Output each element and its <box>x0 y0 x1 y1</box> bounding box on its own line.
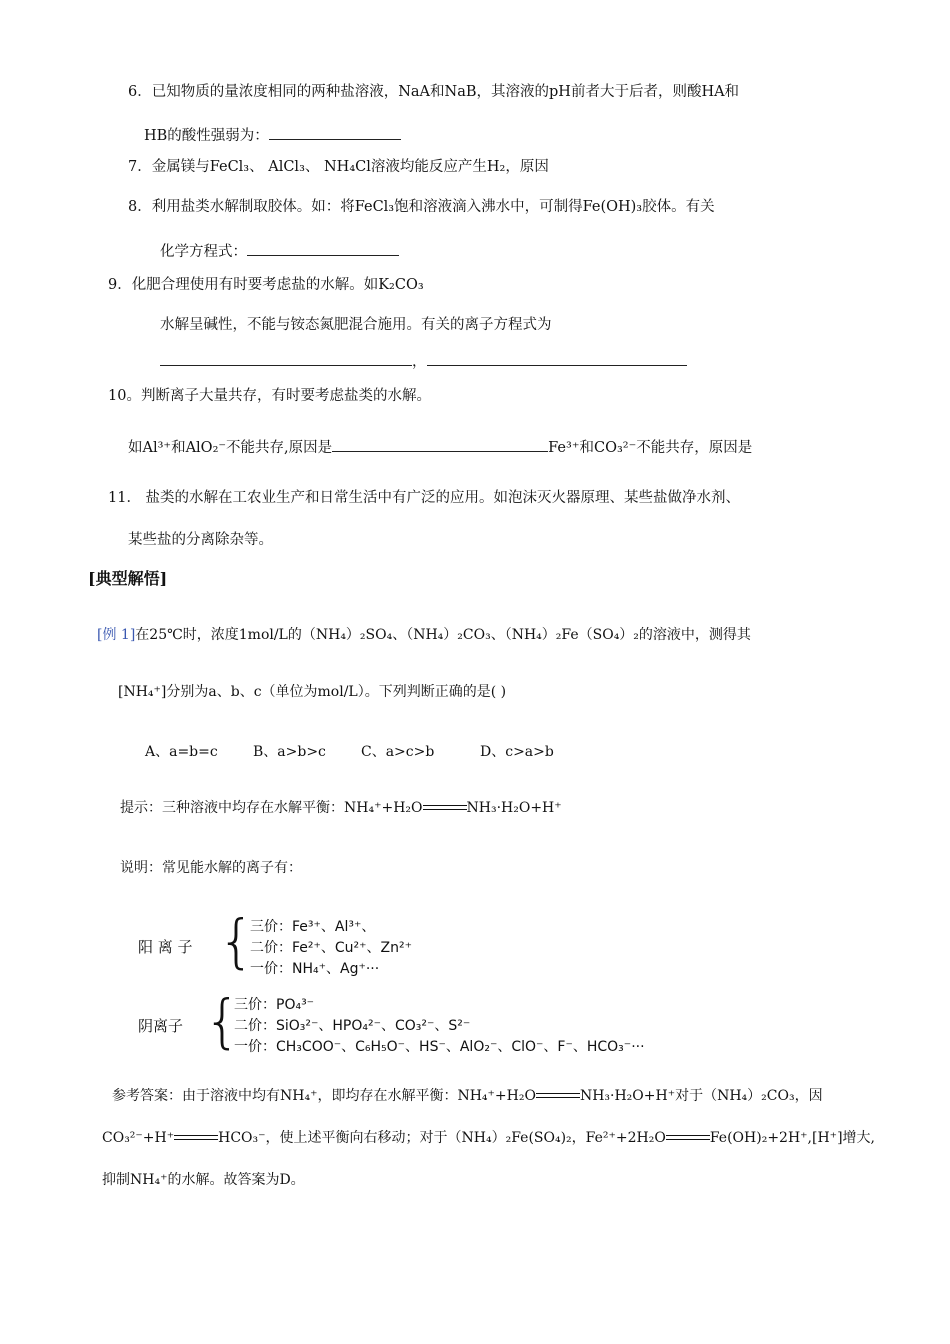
left-brace-icon: { <box>204 987 241 1055</box>
anion-row-divalent: 二价：SiO₃²⁻、HPO₄²⁻、CO₃²⁻、S²⁻ <box>234 1018 471 1034</box>
answer-line1 <box>112 1086 823 1106</box>
anion-row-monovalent: 一价：CH₃COO⁻、C₆H₅O⁻、HS⁻、AlO₂⁻、ClO⁻、F⁻、HCO₃⁻··· <box>234 1039 645 1055</box>
option-c: C、a>c>b <box>361 744 435 760</box>
q9-blanks <box>160 350 687 372</box>
cation-row-divalent: 二价：Fe²⁺、Cu²⁺、Zn²⁺ <box>250 940 413 956</box>
q10-part2: Fe³⁺和CO₃²⁻不能共存，原因是 <box>548 440 753 456</box>
q10-part1: 如Al³⁺和AlO₂⁻不能共存,原因是 <box>128 440 333 456</box>
cation-label: 阳 离 子 <box>138 938 193 956</box>
example-tag: [例 1] <box>97 627 136 643</box>
cation-row-trivalent: 三价：Fe³⁺、Al³⁺、 <box>250 919 376 935</box>
q9-answer-blank-1[interactable] <box>160 350 412 366</box>
example-question: 在25℃时，浓度1mol/L的（NH₄）₂SO₄、（NH₄）₂CO₃、（NH₄）₂Fe（SO₄）₂的溶液中，测得其 <box>135 627 751 643</box>
hint-line <box>120 798 562 818</box>
equilibrium-arrow-icon <box>174 1133 218 1143</box>
q8-line1: 8．利用盐类水解制取胶体。如：将FeCl₃饱和溶液滴入沸水中，可制得Fe(OH)₃胶体。有关 <box>128 199 715 215</box>
left-brace-icon: { <box>218 907 255 975</box>
q6-line1: 6．已知物质的量浓度相同的两种盐溶液，NaA和NaB，其溶液的pH前者大于后者，则酸HA和 <box>128 84 740 100</box>
hint-prefix: 提示：三种溶液中均存在水解平衡：NH₄⁺+H₂O <box>120 800 423 816</box>
option-d: D、c>a>b <box>480 744 554 760</box>
section-heading: [典型解悟] <box>88 569 168 588</box>
q6-line2 <box>144 124 401 146</box>
anion-row-trivalent: 三价：PO₄³⁻ <box>234 997 315 1013</box>
q6-answer-blank[interactable] <box>269 124 401 140</box>
answer-part1a: 参考答案：由于溶液中均有NH₄⁺，即均存在水解平衡：NH₄⁺+H₂O <box>112 1088 536 1104</box>
note-line: 说明：常见能水解的离子有： <box>120 860 302 876</box>
q8-answer-blank[interactable] <box>247 240 399 256</box>
q8-prompt: 化学方程式： <box>160 244 247 260</box>
option-b: B、a>b>c <box>253 744 326 760</box>
equilibrium-arrow-icon <box>536 1091 580 1101</box>
q6-prompt: HB的酸性强弱为： <box>144 128 269 144</box>
q11-line2: 某些盐的分离除杂等。 <box>128 532 273 548</box>
example-line1 <box>97 625 751 645</box>
q11-line1: 11． 盐类的水解在工农业生产和日常生活中有广泛的应用。如泡沫灭火器原理、某些盐做净水剂、 <box>108 490 741 506</box>
q10-line2 <box>128 436 752 458</box>
q9-comma: ， <box>412 354 427 370</box>
answer-line2 <box>102 1128 875 1148</box>
q8-line2 <box>160 240 399 262</box>
anion-label: 阴离子 <box>138 1017 184 1035</box>
option-a: A、a=b=c <box>145 744 218 760</box>
q9-answer-blank-2[interactable] <box>427 350 687 366</box>
q9-line1: 9．化肥合理使用有时要考虑盐的水解。如K₂CO₃ <box>108 277 424 293</box>
q10-line1: 10。判断离子大量共存，有时要考虑盐类的水解。 <box>108 388 431 404</box>
q9-line2: 水解呈碱性，不能与铵态氮肥混合施用。有关的离子方程式为 <box>160 317 552 333</box>
q10-answer-blank[interactable] <box>332 436 548 452</box>
q7-line: 7．金属镁与FeCl₃、 AlCl₃、 NH₄Cl溶液均能反应产生H₂，原因 <box>128 159 549 175</box>
cation-row-monovalent: 一价：NH₄⁺、Ag⁺··· <box>250 961 380 977</box>
answer-line3: 抑制NH₄⁺的水解。故答案为D。 <box>102 1172 305 1188</box>
example-line2: [NH₄⁺]分别为a、b、c（单位为mol/L）。下列判断正确的是( ) <box>118 684 507 700</box>
answer-part2c: Fe(OH)₂+2H⁺,[H⁺]增大, <box>709 1130 875 1146</box>
equilibrium-arrow-icon <box>666 1133 710 1143</box>
answer-part1b: NH₃·H₂O+H⁺对于（NH₄）₂CO₃，因 <box>579 1088 823 1104</box>
hint-suffix: NH₃·H₂O+H⁺ <box>466 800 562 816</box>
answer-part2a: CO₃²⁻+H⁺ <box>102 1130 175 1146</box>
answer-part2b: HCO₃⁻，使上述平衡向右移动；对于（NH₄）₂Fe(SO₄)₂，Fe²⁺+2H₂O <box>218 1130 666 1146</box>
equilibrium-arrow-icon <box>423 803 467 813</box>
